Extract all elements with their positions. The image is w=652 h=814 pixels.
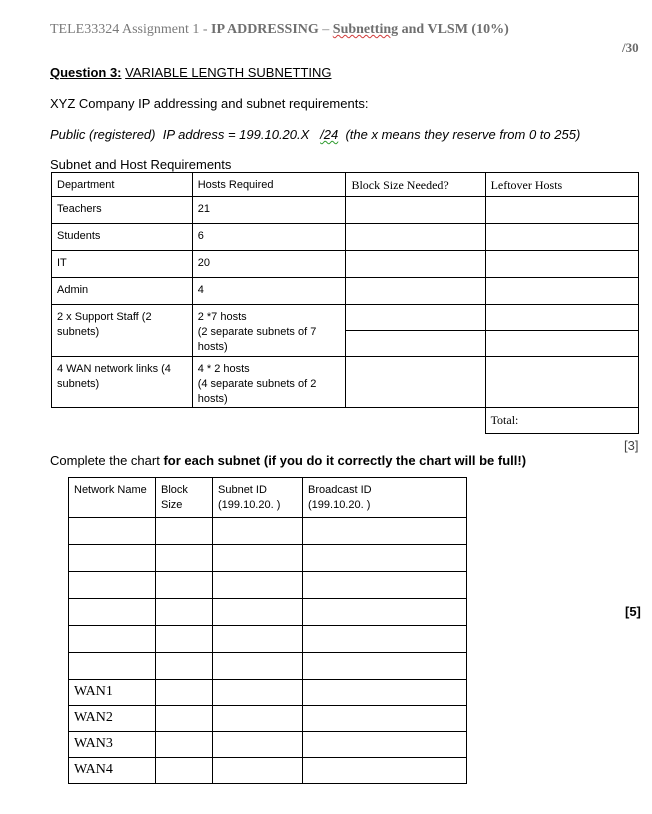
table-row <box>52 278 639 305</box>
instruction-bold: for each subnet (if you do it correctly the chart will be full!) <box>163 453 527 468</box>
subnet-requirements-heading: Subnet and Host Requirements <box>50 157 232 172</box>
block-size-cell[interactable] <box>156 572 213 599</box>
block-size-cell[interactable] <box>156 680 213 706</box>
wan-name-cell: WAN3 <box>69 732 156 758</box>
header-cell: Block Size Needed? <box>346 173 485 197</box>
broadcast-id-cell[interactable] <box>303 572 467 599</box>
marks-part2: [5] <box>625 604 641 619</box>
network-name-cell[interactable] <box>69 545 156 572</box>
block-size-cell[interactable] <box>156 732 213 758</box>
broadcast-id-cell[interactable] <box>303 732 467 758</box>
department-cell: 2 x Support Staff (2 subnets) <box>52 305 193 357</box>
wan-row <box>69 758 467 784</box>
header-dash: – <box>318 22 330 37</box>
hosts-cell: 21 <box>192 197 346 224</box>
hosts-cell: 4 * 2 hosts (4 separate subnets of 2 hosts) <box>192 357 346 408</box>
block-size-cell[interactable] <box>156 706 213 732</box>
broadcast-id-cell[interactable] <box>303 653 467 680</box>
table-row <box>69 599 467 626</box>
question-label: Question 3: <box>50 65 122 80</box>
table-row <box>52 305 639 331</box>
course-code: TELE33324 <box>50 22 120 37</box>
header-rest: and VLSM (10%) <box>401 22 509 37</box>
subnet-id-cell[interactable] <box>213 653 303 680</box>
intro-text: XYZ Company IP addressing and subnet requirements: <box>50 96 369 111</box>
chart-instruction <box>50 453 526 468</box>
department-cell: Teachers <box>52 197 193 224</box>
header-cell: Hosts Required <box>192 173 346 197</box>
block-size-input-cell[interactable] <box>346 197 485 224</box>
header-cell: Block Size <box>156 478 213 518</box>
table-row <box>69 545 467 572</box>
leftover-input-cell[interactable] <box>485 251 638 278</box>
assignment-label: Assignment 1 - <box>121 22 208 37</box>
wan-row <box>69 732 467 758</box>
wan-name-cell: WAN4 <box>69 758 156 784</box>
block-size-cell[interactable] <box>156 518 213 545</box>
block-size-input-cell[interactable] <box>346 224 485 251</box>
header-cell: Subnet ID (199.10.20. ) <box>213 478 303 518</box>
subnet-id-cell[interactable] <box>213 706 303 732</box>
public-ip-line <box>50 127 580 142</box>
network-name-cell[interactable] <box>69 653 156 680</box>
subnet-id-cell[interactable] <box>213 572 303 599</box>
broadcast-id-cell[interactable] <box>303 758 467 784</box>
subnet-id-cell[interactable] <box>213 758 303 784</box>
department-cell: 4 WAN network links (4 subnets) <box>52 357 193 408</box>
document-header <box>50 22 509 38</box>
table-row <box>69 572 467 599</box>
topic-title: IP ADDRESSING <box>211 22 319 37</box>
question-title: VARIABLE LENGTH SUBNETTING <box>125 65 332 80</box>
total-row <box>52 408 639 434</box>
total-score: /30 <box>622 40 639 55</box>
block-size-cell[interactable] <box>156 599 213 626</box>
total-cell[interactable]: Total: <box>485 408 638 434</box>
block-size-input-cell[interactable] <box>346 278 485 305</box>
leftover-input-cell[interactable] <box>485 197 638 224</box>
network-name-cell[interactable] <box>69 599 156 626</box>
broadcast-id-cell[interactable] <box>303 626 467 653</box>
table-row <box>69 518 467 545</box>
leftover-input-cell[interactable] <box>485 331 638 357</box>
table-row <box>52 224 639 251</box>
table-row <box>52 251 639 278</box>
question-heading <box>50 65 332 80</box>
subnet-chart-table <box>68 477 467 784</box>
broadcast-id-cell[interactable] <box>303 518 467 545</box>
subnet-id-cell[interactable] <box>213 732 303 758</box>
department-cell: Students <box>52 224 193 251</box>
public-ip-suffix: (the x means they reserve from 0 to 255) <box>338 127 581 142</box>
hosts-cell: 6 <box>192 224 346 251</box>
wan-name-cell: WAN1 <box>69 680 156 706</box>
subnet-id-cell[interactable] <box>213 599 303 626</box>
block-size-cell[interactable] <box>156 653 213 680</box>
leftover-input-cell[interactable] <box>485 224 638 251</box>
marks-part1: [3] <box>624 438 639 453</box>
department-cell: Admin <box>52 278 193 305</box>
block-size-cell[interactable] <box>156 626 213 653</box>
public-ip-prefix: Public (registered) IP address = 199.10.20.X <box>50 127 321 142</box>
department-cell: IT <box>52 251 193 278</box>
public-ip-mask: /24 <box>320 127 339 142</box>
table-row <box>69 653 467 680</box>
subnet-id-cell[interactable] <box>213 545 303 572</box>
block-size-cell[interactable] <box>156 758 213 784</box>
wan-row <box>69 680 467 706</box>
leftover-input-cell[interactable] <box>485 305 638 331</box>
broadcast-id-cell[interactable] <box>303 545 467 572</box>
table-row <box>69 626 467 653</box>
block-size-input-cell[interactable] <box>346 357 485 408</box>
wan-name-cell: WAN2 <box>69 706 156 732</box>
subnet-id-cell[interactable] <box>213 626 303 653</box>
block-size-cell[interactable] <box>156 545 213 572</box>
block-size-input-cell[interactable] <box>346 305 485 331</box>
table-header-row <box>69 478 467 518</box>
subnet-id-cell[interactable] <box>213 680 303 706</box>
requirements-table <box>51 172 639 434</box>
instruction-plain: Complete the chart <box>50 453 164 468</box>
sub-topic: Subnetting <box>332 22 399 37</box>
header-cell: Network Name <box>69 478 156 518</box>
network-name-cell[interactable] <box>69 518 156 545</box>
subnet-id-cell[interactable] <box>213 518 303 545</box>
block-size-input-cell[interactable] <box>346 331 485 357</box>
broadcast-id-cell[interactable] <box>303 599 467 626</box>
table-row <box>52 197 639 224</box>
wan-row <box>69 706 467 732</box>
header-cell: Broadcast ID (199.10.20. ) <box>303 478 467 518</box>
network-name-cell[interactable] <box>69 626 156 653</box>
block-size-input-cell[interactable] <box>346 251 485 278</box>
header-cell: Department <box>52 173 193 197</box>
hosts-cell: 4 <box>192 278 346 305</box>
header-cell: Leftover Hosts <box>485 173 638 197</box>
table-header-row <box>52 173 639 197</box>
broadcast-id-cell[interactable] <box>303 706 467 732</box>
hosts-cell: 20 <box>192 251 346 278</box>
broadcast-id-cell[interactable] <box>303 680 467 706</box>
leftover-input-cell[interactable] <box>485 278 638 305</box>
table-row <box>52 357 639 408</box>
network-name-cell[interactable] <box>69 572 156 599</box>
leftover-input-cell[interactable] <box>485 357 638 408</box>
hosts-cell: 2 *7 hosts (2 separate subnets of 7 hosts) <box>192 305 346 357</box>
